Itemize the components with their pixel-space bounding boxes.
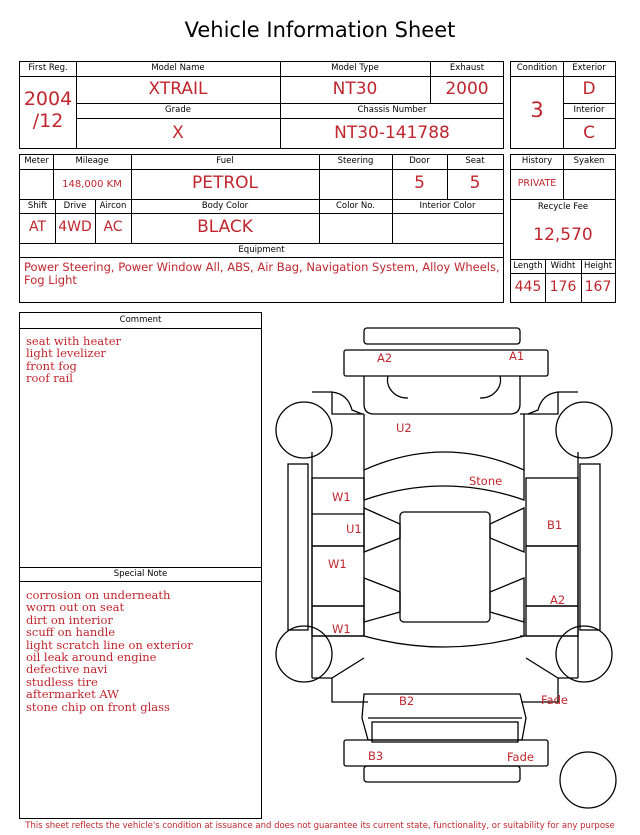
car-damage-diagram	[270, 322, 620, 822]
spec-block	[19, 154, 504, 303]
height-value: 167	[584, 279, 612, 295]
interior-color-label: Interior Color	[419, 201, 476, 211]
spare-wheel	[560, 752, 616, 808]
interior-value: C	[583, 123, 595, 143]
body-color-label: Body Color	[201, 201, 249, 211]
model-type-value: NT30	[332, 79, 378, 99]
equipment-label: Equipment	[238, 245, 285, 255]
body-right-outline	[520, 452, 578, 636]
height-label: Height	[583, 261, 613, 271]
steering-label: Steering	[337, 156, 374, 166]
history-value: PRIVATE	[517, 178, 557, 189]
damage-mark-a1-top: A1	[509, 349, 525, 363]
special-note-item: studless tire	[26, 674, 98, 689]
chassis-number-value: NT30-141788	[334, 123, 450, 143]
length-label: Length	[513, 261, 543, 271]
drive-value: 4WD	[58, 219, 92, 235]
notes-panel	[19, 312, 262, 819]
damage-mark-fade-right: Fade	[541, 693, 568, 707]
model-name-value: XTRAIL	[148, 79, 208, 99]
tailgate	[362, 694, 526, 740]
wheel-rear-right	[556, 626, 612, 682]
rear-panel	[372, 722, 518, 742]
roof	[400, 512, 490, 622]
exhaust-label: Exhaust	[449, 63, 485, 73]
meter-label: Meter	[24, 156, 49, 166]
special-note-item: scuff on handle	[26, 625, 116, 640]
special-note-item: oil leak around engine	[26, 650, 157, 665]
comment-item: front fog	[26, 358, 77, 373]
drive-label: Drive	[63, 201, 87, 211]
window-left-rear	[364, 578, 400, 622]
model-type-label: Model Type	[331, 63, 379, 73]
front-fender-right	[528, 392, 578, 414]
page-title: Vehicle Information Sheet	[184, 18, 456, 42]
fuel-value: PETROL	[191, 173, 259, 193]
front-fender-left	[312, 392, 362, 414]
fuel-label: Fuel	[216, 156, 234, 166]
recycle-fee-value: 12,570	[533, 225, 593, 245]
window-left-front	[364, 508, 400, 552]
length-value: 445	[514, 279, 542, 295]
front-bumper-top	[364, 328, 520, 344]
syaken-label: Syaken	[573, 156, 605, 166]
history-block	[510, 154, 616, 303]
door-left-rear	[312, 546, 364, 606]
comment-label: Comment	[119, 315, 162, 325]
interior-label: Interior	[573, 105, 605, 115]
special-note-label: Special Note	[113, 569, 168, 579]
comment-item: seat with heater	[26, 334, 122, 348]
body-color-value: BLACK	[197, 217, 253, 237]
condition-label: Condition	[516, 63, 558, 73]
mileage-label: Mileage	[75, 156, 109, 166]
model-info-block	[19, 61, 504, 149]
chassis-number-label: Chassis Number	[357, 105, 427, 115]
window-right-front	[490, 508, 524, 552]
first-reg-label: First Reg.	[28, 63, 68, 73]
door-value: 5	[414, 173, 425, 193]
rear-fender-left	[312, 658, 364, 678]
damage-mark-w1-mid: W1	[328, 557, 347, 571]
comment-item: light levelizer	[26, 346, 106, 361]
window-right-rear	[490, 578, 524, 622]
damage-mark-b2: B2	[399, 694, 415, 708]
condition-value: 3	[530, 98, 544, 122]
shift-value: AT	[28, 219, 47, 235]
door-label: Door	[409, 156, 430, 166]
comment-item: roof rail	[26, 371, 73, 386]
first-reg-year: 2004	[23, 88, 73, 110]
special-note-item: dirt on interior	[26, 612, 113, 627]
body-left-outline	[312, 452, 364, 636]
special-note-item: worn out on seat	[26, 600, 125, 615]
special-note-item: stone chip on front glass	[26, 699, 170, 714]
rear-bumper-bottom	[364, 766, 520, 782]
door-right-front	[526, 478, 578, 546]
damage-mark-b1: B1	[547, 518, 563, 532]
disclaimer-footer: This sheet reflects the vehicle's condition at issuance and does not guarantee its current state, functionality, or suitability for any purpose	[25, 821, 615, 831]
exhaust-value: 2000	[445, 79, 489, 99]
width-value: 176	[549, 279, 577, 295]
wheel-front-right	[556, 402, 612, 458]
special-note-item: light scratch line on exterior	[26, 637, 193, 652]
damage-mark-w1-lower: W1	[332, 622, 351, 636]
side-strip-right	[580, 464, 600, 630]
damage-mark-a2-top: A2	[377, 351, 393, 365]
wheel-rear-left	[276, 626, 332, 682]
seat-value: 5	[469, 173, 481, 193]
color-no-label: Color No.	[335, 201, 375, 211]
special-note-item: aftermarket AW	[26, 687, 120, 702]
damage-mark-w1-upper: W1	[332, 490, 351, 504]
damage-mark-u2: U2	[396, 421, 412, 435]
special-note-item: corrosion on underneath	[26, 588, 171, 602]
aircon-label: Aircon	[99, 201, 127, 211]
recycle-fee-label: Recycle Fee	[537, 202, 589, 212]
mileage-value: 148,000 KM	[62, 179, 122, 190]
first-reg-month: /12	[32, 110, 64, 132]
damage-mark-b3: B3	[368, 749, 384, 763]
exterior-label: Exterior	[572, 63, 606, 73]
special-note-list	[26, 589, 258, 713]
width-label: Widht	[550, 261, 576, 271]
seat-label: Seat	[465, 156, 485, 166]
side-strip-left	[288, 464, 308, 630]
grade-label: Grade	[165, 105, 191, 115]
damage-mark-a2-right: A2	[550, 593, 566, 607]
damage-mark-fade-bottom: Fade	[507, 750, 534, 764]
wheel-front-left	[276, 402, 332, 458]
shift-label: Shift	[27, 201, 48, 211]
aircon-value: AC	[103, 219, 123, 235]
comment-list	[26, 335, 258, 385]
grade-value: X	[172, 123, 184, 143]
windshield	[364, 414, 524, 470]
equipment-value: Power Steering, Power Window All, ABS, Air Bag, Navigation System, Alloy Wheels, Fog Light	[24, 260, 500, 287]
special-note-item: defective navi	[26, 662, 108, 677]
damage-mark-u1: U1	[346, 522, 362, 536]
rear-fender-right	[526, 658, 578, 678]
exterior-value: D	[582, 79, 596, 99]
damage-mark-stone: Stone	[469, 474, 503, 488]
quarter-right	[526, 606, 578, 636]
condition-block	[510, 61, 616, 149]
history-label: History	[521, 156, 553, 166]
model-name-label: Model Name	[151, 63, 205, 73]
